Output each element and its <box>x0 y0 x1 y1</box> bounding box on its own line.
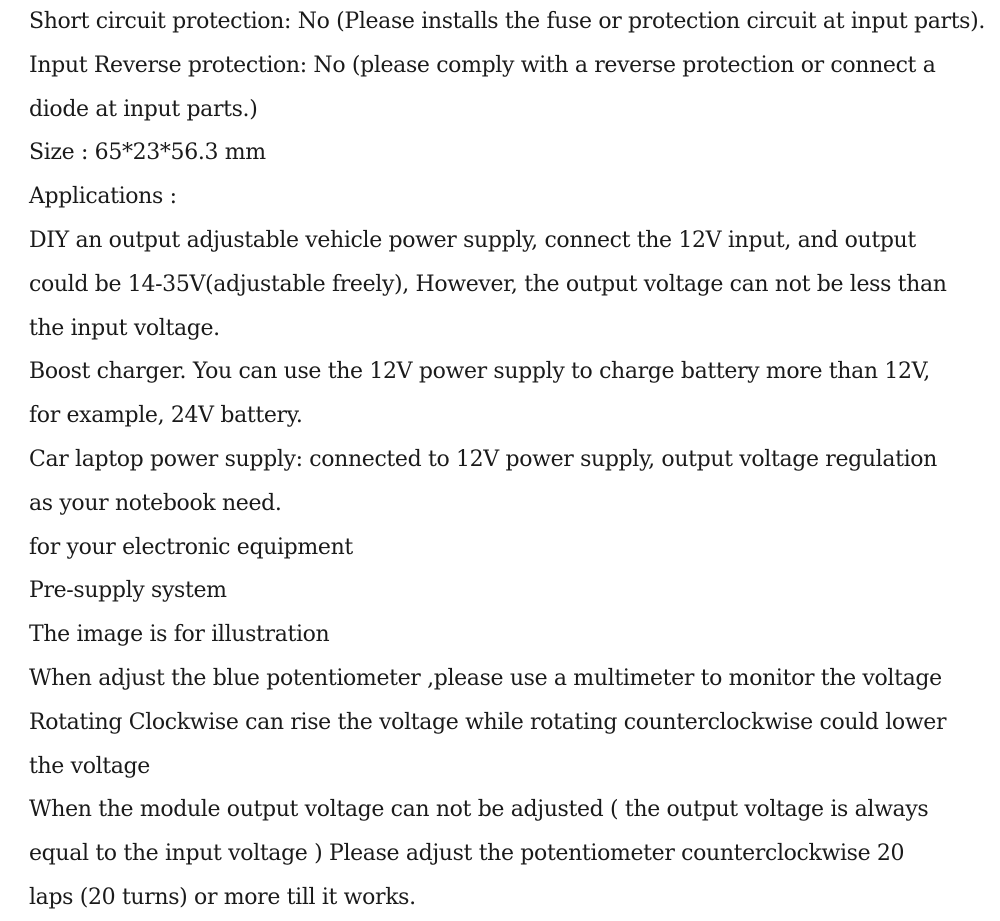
text-line: Rotating Clockwise can rise the voltage while rotating counterclockwise could lower <box>29 709 947 735</box>
text-line: DIY an output adjustable vehicle power supply, connect the 12V input, and output <box>29 227 916 253</box>
text-line: the voltage <box>29 753 150 779</box>
text-line: Applications : <box>29 184 177 210</box>
text-line: When adjust the blue potentiometer ,please use a multimeter to monitor the voltage <box>29 665 942 691</box>
text-line: for example, 24V battery. <box>29 403 303 429</box>
text-line: the input voltage. <box>29 315 220 341</box>
text-line: as your notebook need. <box>29 490 282 516</box>
text-line: for your electronic equipment <box>29 534 353 560</box>
text-line: Input Reverse protection: No (please comply with a reverse protection or connect a <box>29 52 936 78</box>
text-line: Car laptop power supply: connected to 12V power supply, output voltage regulation <box>29 446 938 472</box>
text-line: Boost charger. You can use the 12V power supply to charge battery more than 12V, <box>29 359 930 385</box>
text-line: diode at input parts.) <box>29 96 258 122</box>
text-line: When the module output voltage can not be adjusted ( the output voltage is always <box>29 797 929 823</box>
text-line: Short circuit protection: No (Please installs the fuse or protection circuit at input parts). <box>29 9 986 34</box>
text-line: could be 14-35V(adjustable freely), However, the output voltage can not be less than <box>29 271 947 297</box>
text-line: Pre-supply system <box>29 578 227 604</box>
product-description-text <box>29 0 989 920</box>
text-line: laps (20 turns) or more till it works. <box>29 884 416 910</box>
text-line: The image is for illustration <box>29 622 330 648</box>
text-line: Size : 65*23*56.3 mm <box>29 140 266 166</box>
text-line: equal to the input voltage ) Please adjust the potentiometer counterclockwise 20 <box>29 841 905 867</box>
